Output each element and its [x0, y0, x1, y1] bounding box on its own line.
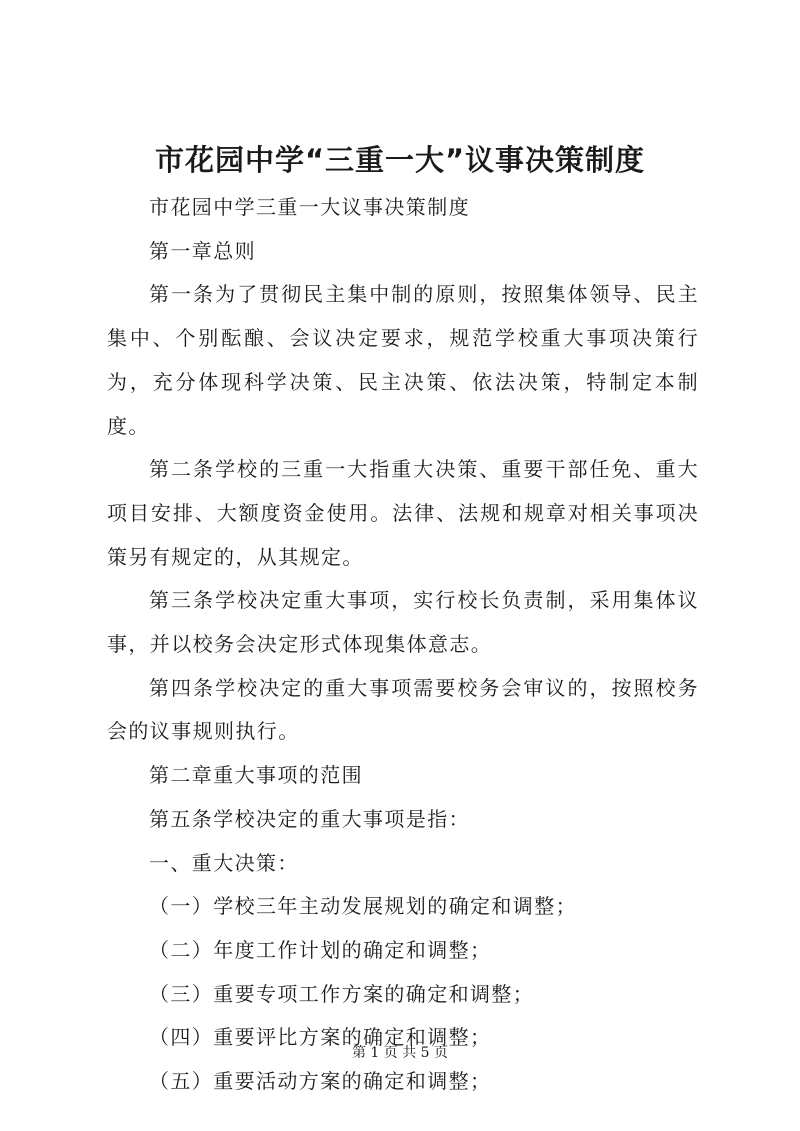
- list-item: （五）重要活动方案的确定和调整；: [149, 1069, 492, 1094]
- document-body: [107, 186, 699, 1104]
- section-heading: 一、重大决策：: [149, 850, 299, 875]
- document-title: 市花园中学“三重一大”议事决策制度: [154, 143, 646, 177]
- list-item: （二）年度工作计划的确定和调整；: [149, 937, 492, 962]
- page-footer: 第 1 页 共 5 页: [351, 1045, 449, 1061]
- list-item: （四）重要评比方案的确定和调整；: [149, 1025, 492, 1050]
- paragraph: 第三条学校决定重大事项，实行校长负责制，采用集体议事，并以校务会决定形式体现集体意志。: [107, 588, 699, 657]
- chapter-heading: 第二章重大事项的范围: [149, 763, 363, 788]
- list-item: （三）重要专项工作方案的确定和调整；: [149, 981, 535, 1006]
- paragraph: 第二条学校的三重一大指重大决策、重要干部任免、重大项目安排、大额度资金使用。法律、法规和规章对相关事项决策另有规定的，从其规定。: [107, 457, 699, 569]
- paragraph: 第四条学校决定的重大事项需要校务会审议的，按照校务会的议事规则执行。: [107, 675, 699, 744]
- paragraph: 第一条为了贯彻民主集中制的原则，按照集体领导、民主集中、个别酝酿、会议决定要求，规范学校重大事项决策行为，充分体现科学决策、民主决策、依法决策，特制定本制度。: [107, 282, 699, 438]
- chapter-heading: 第一章总则: [149, 238, 256, 263]
- paragraph: 市花园中学三重一大议事决策制度: [149, 195, 470, 219]
- list-item: （一）学校三年主动发展规划的确定和调整；: [149, 894, 577, 919]
- paragraph: 第五条学校决定的重大事项是指：: [149, 806, 470, 831]
